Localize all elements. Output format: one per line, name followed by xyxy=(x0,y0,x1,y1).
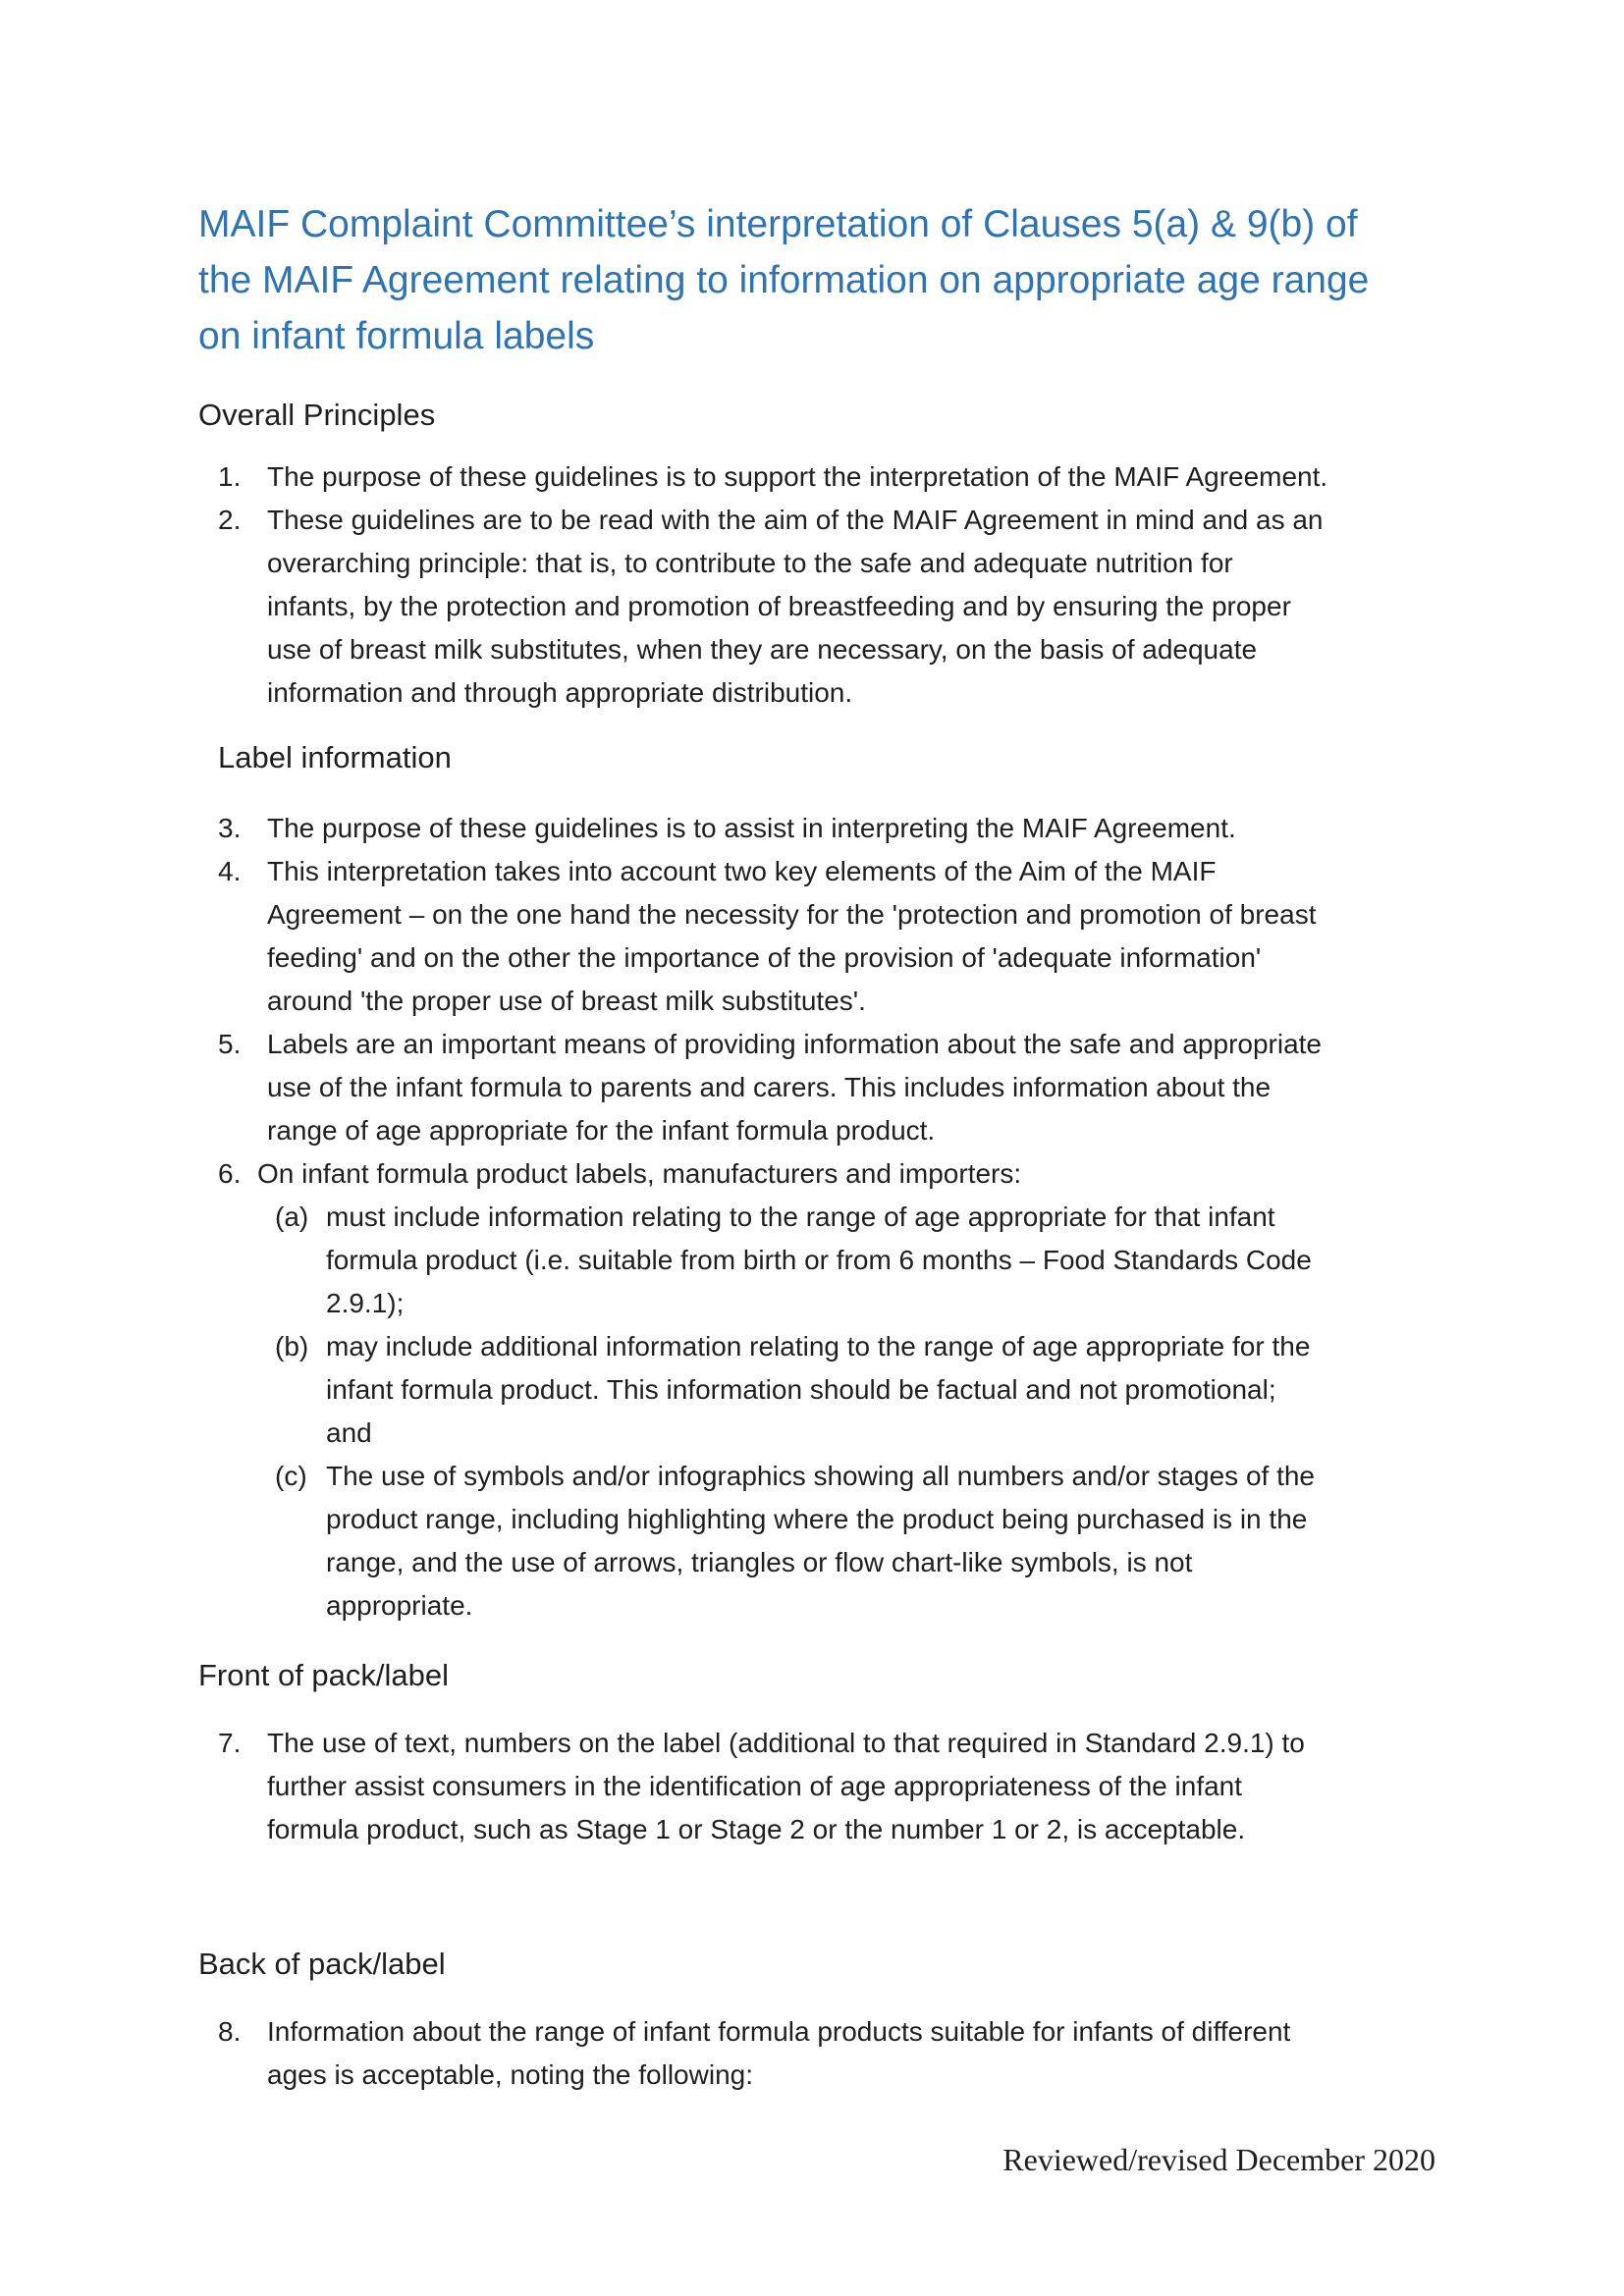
section-heading-back-of-pack: Back of pack/label xyxy=(198,1947,446,1981)
sub-list-item-b xyxy=(275,1325,1492,1455)
text-line: product range, including highlighting where the product being purchased is in the xyxy=(326,1504,1308,1534)
text-line: Labels are an important means of providing information about the safe and appropriate xyxy=(267,1029,1323,1059)
list-number: 2. xyxy=(218,505,242,535)
list-text xyxy=(326,1325,1310,1455)
list-text xyxy=(326,1196,1312,1325)
list-item-6 xyxy=(218,1152,1494,1196)
text-line: infants, by the protection and promotion of breastfeeding and by ensuring the proper xyxy=(267,591,1291,621)
sub-list-letter: (b) xyxy=(275,1331,309,1362)
text-line: These guidelines are to be read with the aim of the MAIF Agreement in mind and as an xyxy=(267,505,1324,535)
text-line: around 'the proper use of breast milk substitutes'. xyxy=(267,986,866,1016)
list-text xyxy=(326,1455,1315,1628)
text-line: use of the infant formula to parents and carers. This includes information about the xyxy=(267,1072,1272,1102)
sub-list-item-a xyxy=(275,1196,1492,1325)
sub-list-item-c xyxy=(275,1455,1492,1628)
sub-list-letter: (a) xyxy=(275,1201,309,1232)
list-text xyxy=(257,1152,1021,1196)
list-text xyxy=(267,499,1324,715)
list-item-1 xyxy=(218,455,1494,499)
list-number: 6. xyxy=(218,1158,242,1189)
text-line: 2.9.1); xyxy=(326,1288,405,1318)
text-line: The use of symbols and/or infographics showing all numbers and/or stages of the xyxy=(326,1461,1316,1491)
list-text xyxy=(267,807,1236,850)
text-line: feeding' and on the other the importance of the provision of 'adequate information' xyxy=(267,942,1262,973)
list-text xyxy=(267,1023,1322,1152)
list-text xyxy=(267,850,1316,1023)
text-line: formula product (i.e. suitable from birth or from 6 months – Food Standards Code xyxy=(326,1245,1312,1275)
list-item-5 xyxy=(218,1023,1494,1152)
text-line: formula product, such as Stage 1 or Stage 2 or the number 1 or 2, is acceptable. xyxy=(267,1814,1246,1844)
list-number: 5. xyxy=(218,1029,242,1059)
list-item-2 xyxy=(218,499,1494,715)
title-line: MAIF Complaint Committee’s interpretation of Clauses 5(a) & 9(b) of xyxy=(198,203,1358,245)
list-number: 3. xyxy=(218,813,242,843)
text-line: The purpose of these guidelines is to assist in interpreting the MAIF Agreement. xyxy=(267,813,1236,843)
text-line: On infant formula product labels, manufacturers and importers: xyxy=(257,1158,1022,1189)
text-line: The purpose of these guidelines is to support the interpretation of the MAIF Agreement. xyxy=(267,461,1328,492)
text-line: Agreement – on the one hand the necessity for the 'protection and promotion of breast xyxy=(267,899,1317,930)
list-number: 7. xyxy=(218,1728,242,1758)
document-title xyxy=(198,196,1475,364)
list-text xyxy=(267,1722,1305,1851)
list-item-7 xyxy=(218,1722,1494,1851)
text-line: and xyxy=(326,1417,372,1448)
text-line: use of breast milk substitutes, when they are necessary, on the basis of adequate xyxy=(267,634,1258,665)
text-line: overarching principle: that is, to contribute to the safe and adequate nutrition for xyxy=(267,548,1233,578)
section-heading-label-information: Label information xyxy=(218,740,452,774)
list-item-3 xyxy=(218,807,1494,850)
text-line: infant formula product. This information should be factual and not promotional; xyxy=(326,1374,1276,1405)
list-number: 1. xyxy=(218,461,242,492)
list-item-8 xyxy=(218,2010,1494,2097)
list-text xyxy=(267,2010,1290,2097)
title-line: on infant formula labels xyxy=(198,315,595,357)
text-line: The use of text, numbers on the label (additional to that required in Standard 2.9.1) to xyxy=(267,1728,1305,1758)
text-line: appropriate. xyxy=(326,1590,473,1621)
text-line: range of age appropriate for the infant formula product. xyxy=(267,1115,936,1146)
section-heading-front-of-pack: Front of pack/label xyxy=(198,1658,450,1692)
revision-date-footer: Reviewed/revised December 2020 xyxy=(1002,2142,1435,2177)
section-heading-overall-principles: Overall Principles xyxy=(198,398,436,432)
list-number: 4. xyxy=(218,856,242,886)
text-line: ages is acceptable, noting the following: xyxy=(267,2059,753,2090)
text-line: further assist consumers in the identification of age appropriateness of the infant xyxy=(267,1771,1243,1801)
text-line: range, and the use of arrows, triangles or flow chart-like symbols, is not xyxy=(326,1547,1193,1577)
text-line: Information about the range of infant formula products suitable for infants of different xyxy=(267,2016,1291,2047)
text-line: This interpretation takes into account two key elements of the Aim of the MAIF xyxy=(267,856,1217,886)
list-item-4 xyxy=(218,850,1494,1023)
list-text xyxy=(267,455,1327,499)
list-number: 8. xyxy=(218,2016,242,2047)
text-line: must include information relating to the range of age appropriate for that infant xyxy=(326,1201,1275,1232)
title-line: the MAIF Agreement relating to information on appropriate age range xyxy=(198,259,1370,301)
text-line: information and through appropriate distribution. xyxy=(267,677,853,708)
text-line: may include additional information relating to the range of age appropriate for the xyxy=(326,1331,1311,1362)
sub-list-letter: (c) xyxy=(275,1461,307,1491)
